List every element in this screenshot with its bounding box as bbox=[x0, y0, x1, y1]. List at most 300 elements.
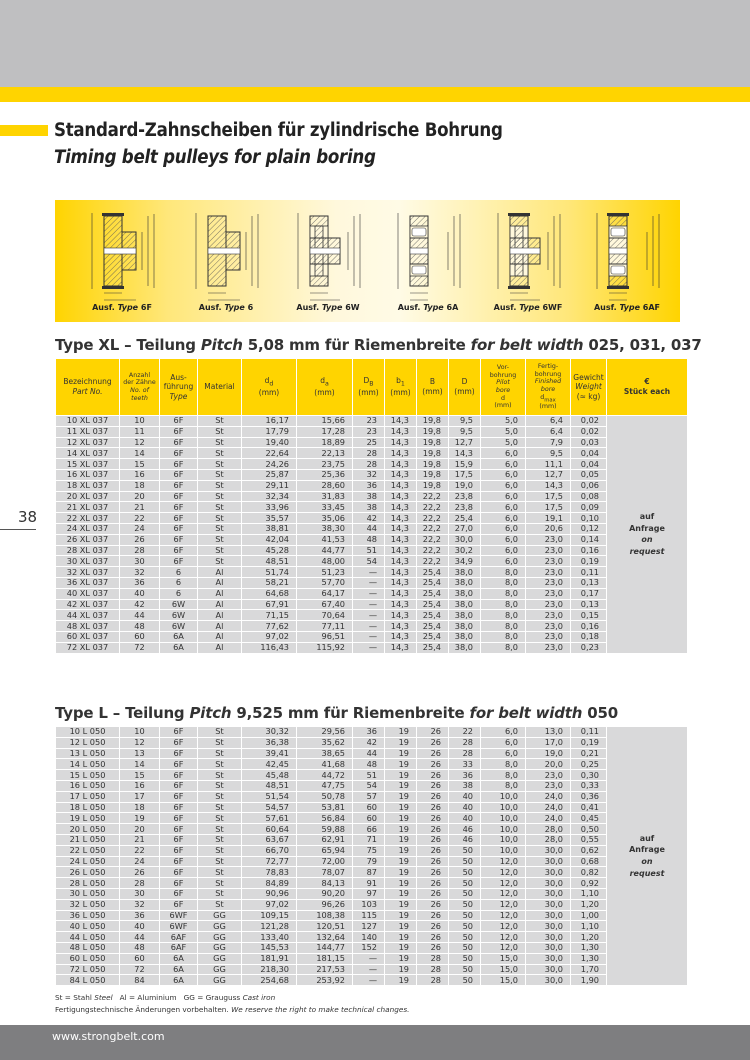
table-row bbox=[56, 631, 688, 642]
table-cell: 24 L 050 bbox=[56, 856, 120, 867]
table-cell: 14,3 bbox=[385, 621, 417, 632]
table-cell: 0,05 bbox=[571, 469, 607, 480]
table-cell: 15,9 bbox=[449, 459, 481, 470]
table-cell: 14 L 050 bbox=[56, 759, 120, 770]
table-cell: 10 XL 037 bbox=[56, 416, 120, 427]
table-cell: 12 XL 037 bbox=[56, 437, 120, 448]
table-cell: 6,0 bbox=[481, 534, 526, 545]
table-cell: 108,38 bbox=[297, 910, 353, 921]
table-cell: 44 bbox=[353, 523, 385, 534]
table-cell: 56,84 bbox=[297, 813, 353, 824]
table-cell: 40 bbox=[449, 802, 481, 813]
col-label: Aus- bbox=[170, 372, 187, 382]
table-cell: 40 L 050 bbox=[56, 921, 120, 932]
table-cell: 50 bbox=[449, 975, 481, 986]
table-cell: 0,10 bbox=[571, 513, 607, 524]
table-cell: 217,53 bbox=[297, 964, 353, 975]
table-cell: 28 bbox=[353, 448, 385, 459]
table-cell: 6W bbox=[160, 621, 198, 632]
table-cell: St bbox=[198, 813, 242, 824]
table-row bbox=[56, 588, 688, 599]
table-cell: 14,3 bbox=[385, 437, 417, 448]
table-cell: 6AF bbox=[160, 932, 198, 943]
table-cell: 51 bbox=[353, 770, 385, 781]
table-cell: 23,0 bbox=[526, 642, 571, 653]
table-row bbox=[56, 834, 688, 845]
table-cell: 19 bbox=[385, 878, 417, 889]
table-cell: 23,0 bbox=[526, 780, 571, 791]
table-cell: 10 L 050 bbox=[56, 727, 120, 738]
table-cell: 6AF bbox=[160, 942, 198, 953]
table-cell: St bbox=[198, 770, 242, 781]
table-cell: 57 bbox=[353, 791, 385, 802]
table-cell: 0,13 bbox=[571, 599, 607, 610]
table-cell: 25,4 bbox=[417, 588, 449, 599]
table-cell: 127 bbox=[353, 921, 385, 932]
table-cell: 7,9 bbox=[526, 437, 571, 448]
table-cell: 1,90 bbox=[571, 975, 607, 986]
table-cell: 10 bbox=[120, 416, 160, 427]
table-cell: 26 bbox=[120, 867, 160, 878]
table-cell: 8,0 bbox=[481, 588, 526, 599]
table-row bbox=[56, 459, 688, 470]
table-cell: 6,0 bbox=[481, 513, 526, 524]
table-cell: 60 XL 037 bbox=[56, 631, 120, 642]
table-cell: 6F bbox=[160, 802, 198, 813]
table-cell: 0,68 bbox=[571, 856, 607, 867]
table-cell: 22,2 bbox=[417, 513, 449, 524]
table-cell: — bbox=[353, 588, 385, 599]
table-cell: 30,0 bbox=[526, 845, 571, 856]
legend-cast-iron-en: Cast iron bbox=[242, 993, 276, 1002]
table-cell: 23,75 bbox=[297, 459, 353, 470]
table-cell: 9,5 bbox=[526, 448, 571, 459]
table-cell: 1,70 bbox=[571, 964, 607, 975]
table-cell: 0,25 bbox=[571, 759, 607, 770]
table-cell: St bbox=[198, 437, 242, 448]
table-cell: 6F bbox=[160, 824, 198, 835]
page-title-english: Timing belt pulleys for plain boring bbox=[54, 147, 376, 168]
table-cell: 19 L 050 bbox=[56, 813, 120, 824]
table-cell: 8,0 bbox=[481, 599, 526, 610]
table-row bbox=[56, 878, 688, 889]
table-cell: 77,11 bbox=[297, 621, 353, 632]
table-cell: 0,92 bbox=[571, 878, 607, 889]
table-cell: 10,0 bbox=[481, 834, 526, 845]
label-prefix: Ausf. bbox=[493, 303, 517, 312]
table-cell: 19 bbox=[385, 727, 417, 738]
table-cell: 26 bbox=[417, 942, 449, 953]
table-cell: 23,0 bbox=[526, 770, 571, 781]
table-cell: 0,15 bbox=[571, 610, 607, 621]
table-cell: 0,04 bbox=[571, 448, 607, 459]
table-cell: 30 bbox=[120, 888, 160, 899]
col-unit: (mm) bbox=[358, 388, 379, 398]
table-cell: 78,07 bbox=[297, 867, 353, 878]
table-cell: 19,8 bbox=[417, 416, 449, 427]
disclaimer-note bbox=[55, 1005, 409, 1014]
header-band bbox=[0, 0, 750, 87]
table-cell: 1,10 bbox=[571, 921, 607, 932]
table-cell: 25,4 bbox=[417, 610, 449, 621]
table-cell: 254,68 bbox=[242, 975, 297, 986]
table-cell: 6A bbox=[160, 975, 198, 986]
table-cell: 0,11 bbox=[571, 727, 607, 738]
price-note-line: auf bbox=[639, 833, 655, 843]
table-cell: 38 bbox=[353, 491, 385, 502]
table-cell: St bbox=[198, 556, 242, 567]
table-cell: 23,0 bbox=[526, 545, 571, 556]
table-row bbox=[56, 759, 688, 770]
table-row bbox=[56, 942, 688, 953]
table-cell: 14 XL 037 bbox=[56, 448, 120, 459]
table-cell: 32 bbox=[120, 567, 160, 578]
table-cell: 72 bbox=[120, 642, 160, 653]
table-cell: 51,54 bbox=[242, 791, 297, 802]
col-b1 bbox=[385, 359, 417, 416]
legend-cast-iron: GG = Grauguss bbox=[183, 993, 243, 1002]
col-db bbox=[353, 359, 385, 416]
table-cell: 13 L 050 bbox=[56, 748, 120, 759]
pulley-type-label bbox=[77, 303, 167, 312]
table-cell: 18 L 050 bbox=[56, 802, 120, 813]
table-cell: 8,0 bbox=[481, 759, 526, 770]
label-type-code: 6W bbox=[345, 303, 360, 312]
table-cell: 50 bbox=[449, 910, 481, 921]
table-row bbox=[56, 426, 688, 437]
table-cell: 181,91 bbox=[242, 953, 297, 964]
table-row bbox=[56, 748, 688, 759]
col-label: Weight bbox=[575, 382, 602, 392]
table-cell: 25,4 bbox=[449, 513, 481, 524]
table-row bbox=[56, 469, 688, 480]
pulley-diagram-icon bbox=[82, 208, 162, 304]
table-cell: 6F bbox=[160, 899, 198, 910]
table-cell: 22 L 050 bbox=[56, 845, 120, 856]
table-cell: 97,02 bbox=[242, 899, 297, 910]
col-finished-bore bbox=[526, 359, 571, 416]
table-cell: 30,0 bbox=[526, 932, 571, 943]
table-cell: 6W bbox=[160, 610, 198, 621]
table-row bbox=[56, 780, 688, 791]
table-cell: 14,3 bbox=[385, 588, 417, 599]
table-cell: 12 L 050 bbox=[56, 737, 120, 748]
table-cell: 0,12 bbox=[571, 523, 607, 534]
table-row bbox=[56, 737, 688, 748]
table-cell: 6F bbox=[160, 737, 198, 748]
table-cell: 30,0 bbox=[526, 867, 571, 878]
table-cell: 22,2 bbox=[417, 523, 449, 534]
table-cell: — bbox=[353, 975, 385, 986]
table-cell: 12,0 bbox=[481, 921, 526, 932]
table-cell: 50 bbox=[449, 942, 481, 953]
table-cell: 19 bbox=[385, 942, 417, 953]
table-row bbox=[56, 813, 688, 824]
table-cell: 20,0 bbox=[526, 759, 571, 770]
pulley-type-label bbox=[383, 303, 473, 312]
table-row bbox=[56, 502, 688, 513]
table-cell: 6A bbox=[160, 631, 198, 642]
table-row bbox=[56, 802, 688, 813]
table-row bbox=[56, 577, 688, 588]
table-cell: 0,14 bbox=[571, 534, 607, 545]
table-cell: 14,3 bbox=[385, 545, 417, 556]
table-cell: 12,0 bbox=[481, 910, 526, 921]
table-cell: 51,23 bbox=[297, 567, 353, 578]
table-cell: 23,0 bbox=[526, 631, 571, 642]
table-cell: 10,0 bbox=[481, 791, 526, 802]
table-cell: Al bbox=[198, 577, 242, 588]
col-label: Stück each bbox=[623, 387, 671, 396]
table-cell: 10,0 bbox=[481, 824, 526, 835]
table-cell: 24,0 bbox=[526, 802, 571, 813]
table-cell: 15,66 bbox=[297, 416, 353, 427]
table-cell: 0,17 bbox=[571, 588, 607, 599]
table-cell: 97 bbox=[353, 888, 385, 899]
table-cell: 84 bbox=[120, 975, 160, 986]
table-cell: 32,34 bbox=[242, 491, 297, 502]
table-cell: 6,0 bbox=[481, 748, 526, 759]
table-cell: GG bbox=[198, 910, 242, 921]
label-prefix: Ausf. bbox=[296, 303, 320, 312]
table-cell: 8,0 bbox=[481, 610, 526, 621]
table-cell: 62,91 bbox=[297, 834, 353, 845]
title-part: Pitch bbox=[189, 704, 232, 722]
table-cell: 21 L 050 bbox=[56, 834, 120, 845]
table-cell: 6F bbox=[160, 523, 198, 534]
table-cell: 19 bbox=[385, 813, 417, 824]
table-row bbox=[56, 556, 688, 567]
table-cell: 38,0 bbox=[449, 588, 481, 599]
table-cell: 50 bbox=[449, 845, 481, 856]
table-cell: 6,0 bbox=[481, 469, 526, 480]
table-cell: 46 bbox=[449, 824, 481, 835]
table-cell: 20,6 bbox=[526, 523, 571, 534]
table-cell: 6A bbox=[160, 953, 198, 964]
table-row bbox=[56, 921, 688, 932]
table-cell: 22,2 bbox=[417, 502, 449, 513]
table-cell: 28 bbox=[449, 748, 481, 759]
pulley-type-6a bbox=[383, 208, 473, 320]
table-cell: 67,40 bbox=[297, 599, 353, 610]
table-cell: 12,0 bbox=[481, 932, 526, 943]
table-cell: 42,45 bbox=[242, 759, 297, 770]
table-cell: 116,43 bbox=[242, 642, 297, 653]
table-cell: St bbox=[198, 834, 242, 845]
table-cell: 26 L 050 bbox=[56, 867, 120, 878]
table-cell: 32 L 050 bbox=[56, 899, 120, 910]
label-type-word: Type bbox=[117, 303, 139, 312]
table-cell: 65,94 bbox=[297, 845, 353, 856]
table-cell: 21 bbox=[120, 502, 160, 513]
table-cell: 23,0 bbox=[526, 588, 571, 599]
table-cell: 30,0 bbox=[526, 856, 571, 867]
table-cell: GG bbox=[198, 975, 242, 986]
table-cell: 6 bbox=[160, 588, 198, 599]
table-cell: 15 bbox=[120, 459, 160, 470]
table-cell: — bbox=[353, 642, 385, 653]
table-cell: Al bbox=[198, 567, 242, 578]
table-cell: 14,3 bbox=[385, 416, 417, 427]
table-cell: 20 bbox=[120, 491, 160, 502]
page-number: 38 bbox=[18, 508, 38, 526]
table-cell: 14,3 bbox=[385, 480, 417, 491]
col-label: d bbox=[264, 376, 270, 386]
table-row bbox=[56, 416, 688, 427]
table-cell: 23,0 bbox=[526, 599, 571, 610]
col-unit: (mm) bbox=[314, 388, 335, 398]
table-cell: 6W bbox=[160, 599, 198, 610]
table-cell: 58,21 bbox=[242, 577, 297, 588]
pulley-type-6wf bbox=[483, 208, 573, 320]
table-cell: 22,13 bbox=[297, 448, 353, 459]
table-cell: 6,0 bbox=[481, 727, 526, 738]
table-cell: 17,5 bbox=[526, 502, 571, 513]
table-row bbox=[56, 599, 688, 610]
table-row bbox=[56, 932, 688, 943]
table-cell: 19 bbox=[385, 888, 417, 899]
table-row bbox=[56, 437, 688, 448]
table-cell: 19 bbox=[385, 780, 417, 791]
note-german: Fertigungstechnische Änderungen vorbehalten. bbox=[55, 1005, 232, 1014]
table-cell: 8,0 bbox=[481, 567, 526, 578]
col-unit: (mm) bbox=[258, 388, 280, 398]
table-cell: 51 bbox=[353, 545, 385, 556]
table-cell: 64,68 bbox=[242, 588, 297, 599]
table-row bbox=[56, 567, 688, 578]
table-cell: 25,4 bbox=[417, 577, 449, 588]
table-cell: 60 bbox=[353, 802, 385, 813]
table-cell: 19 bbox=[385, 834, 417, 845]
table-cell: 17 L 050 bbox=[56, 791, 120, 802]
col-label: bore bbox=[495, 387, 511, 394]
table-cell: 0,23 bbox=[571, 642, 607, 653]
title-part: 025, 031, 037 bbox=[583, 336, 702, 354]
table-cell: 8,0 bbox=[481, 577, 526, 588]
table-cell: St bbox=[198, 416, 242, 427]
table-cell: 19,8 bbox=[417, 480, 449, 491]
col-label: Vor- bbox=[496, 364, 510, 372]
table-cell: 0,30 bbox=[571, 770, 607, 781]
table-cell: 44 bbox=[120, 932, 160, 943]
table-cell: 6,0 bbox=[481, 480, 526, 491]
col-label: Pilot bbox=[496, 379, 510, 387]
title-part: 9,525 mm für Riemenbreite bbox=[231, 704, 470, 722]
table-cell: — bbox=[353, 953, 385, 964]
pulley-diagram-icon bbox=[388, 208, 468, 304]
table-cell: 38,0 bbox=[449, 610, 481, 621]
table-cell: 6F bbox=[160, 491, 198, 502]
table-cell: 50 bbox=[449, 867, 481, 878]
table-cell: 14,3 bbox=[385, 523, 417, 534]
table-cell: 42 bbox=[353, 737, 385, 748]
col-label: Fertig- bbox=[537, 363, 559, 371]
table-cell: 23,8 bbox=[449, 502, 481, 513]
col-unit: (mm) bbox=[539, 403, 557, 411]
table-cell: 48 bbox=[353, 759, 385, 770]
table-cell: 6F bbox=[160, 759, 198, 770]
table-row bbox=[56, 845, 688, 856]
table-cell: GG bbox=[198, 964, 242, 975]
table-cell: St bbox=[198, 426, 242, 437]
table-cell: 19 bbox=[385, 748, 417, 759]
table-cell: 181,15 bbox=[297, 953, 353, 964]
header-stripe bbox=[0, 87, 750, 102]
table-cell: 38,65 bbox=[297, 748, 353, 759]
table-cell: 36 bbox=[120, 910, 160, 921]
pulley-type-label bbox=[582, 303, 672, 312]
table-cell: 6F bbox=[160, 416, 198, 427]
table-cell: 54 bbox=[353, 780, 385, 791]
table-cell: 71,15 bbox=[242, 610, 297, 621]
table-cell: 6,0 bbox=[481, 545, 526, 556]
table-cell: 90,20 bbox=[297, 888, 353, 899]
table-cell: 26 XL 037 bbox=[56, 534, 120, 545]
table-cell: 109,15 bbox=[242, 910, 297, 921]
table-cell: St bbox=[198, 523, 242, 534]
col-label: bohrung bbox=[489, 371, 517, 379]
table-cell: 19 bbox=[385, 899, 417, 910]
table-cell: 19,8 bbox=[417, 426, 449, 437]
l-spec-table bbox=[55, 726, 688, 986]
table-cell: 59,88 bbox=[297, 824, 353, 835]
table-cell: 1,30 bbox=[571, 942, 607, 953]
table-cell: 30,0 bbox=[526, 899, 571, 910]
table-cell: 26 bbox=[120, 534, 160, 545]
table-cell: 1,10 bbox=[571, 888, 607, 899]
table-cell: 72,77 bbox=[242, 856, 297, 867]
table-cell: 26 bbox=[417, 899, 449, 910]
table-cell: 0,16 bbox=[571, 545, 607, 556]
table-cell: 26 bbox=[417, 802, 449, 813]
table-cell: 66,70 bbox=[242, 845, 297, 856]
table-cell: 19,8 bbox=[417, 469, 449, 480]
table-cell: 44 bbox=[120, 610, 160, 621]
table-cell: 38 bbox=[353, 502, 385, 513]
table-cell: 0,55 bbox=[571, 834, 607, 845]
table-cell: 14,3 bbox=[385, 426, 417, 437]
table-cell: 14,3 bbox=[385, 469, 417, 480]
legend-steel: St = Stahl bbox=[55, 993, 95, 1002]
table-cell: 38,0 bbox=[449, 631, 481, 642]
table-cell: 0,36 bbox=[571, 791, 607, 802]
table-cell: 38,81 bbox=[242, 523, 297, 534]
table-cell: 33,96 bbox=[242, 502, 297, 513]
table-cell: 6F bbox=[160, 770, 198, 781]
table-cell: 152 bbox=[353, 942, 385, 953]
table-cell: 6 bbox=[160, 567, 198, 578]
table-cell: 24,26 bbox=[242, 459, 297, 470]
table-cell: 0,50 bbox=[571, 824, 607, 835]
table-cell: 12,0 bbox=[481, 867, 526, 878]
table-cell: 27,0 bbox=[449, 523, 481, 534]
table-cell: 14,3 bbox=[385, 577, 417, 588]
table-cell: 5,0 bbox=[481, 437, 526, 448]
table-cell: 19 bbox=[120, 813, 160, 824]
table-cell: St bbox=[198, 791, 242, 802]
table-cell: 12,0 bbox=[481, 888, 526, 899]
table-cell: 14,3 bbox=[385, 502, 417, 513]
website-link[interactable]: www.strongbelt.com bbox=[52, 1030, 165, 1043]
table-cell: 48,00 bbox=[297, 556, 353, 567]
table-cell: 0,62 bbox=[571, 845, 607, 856]
table-cell: 8,0 bbox=[481, 780, 526, 791]
title-part: 050 bbox=[582, 704, 618, 722]
table-cell: 17 bbox=[120, 791, 160, 802]
table-cell: 6F bbox=[160, 845, 198, 856]
table-cell: 48 bbox=[353, 534, 385, 545]
table-cell: St bbox=[198, 448, 242, 459]
